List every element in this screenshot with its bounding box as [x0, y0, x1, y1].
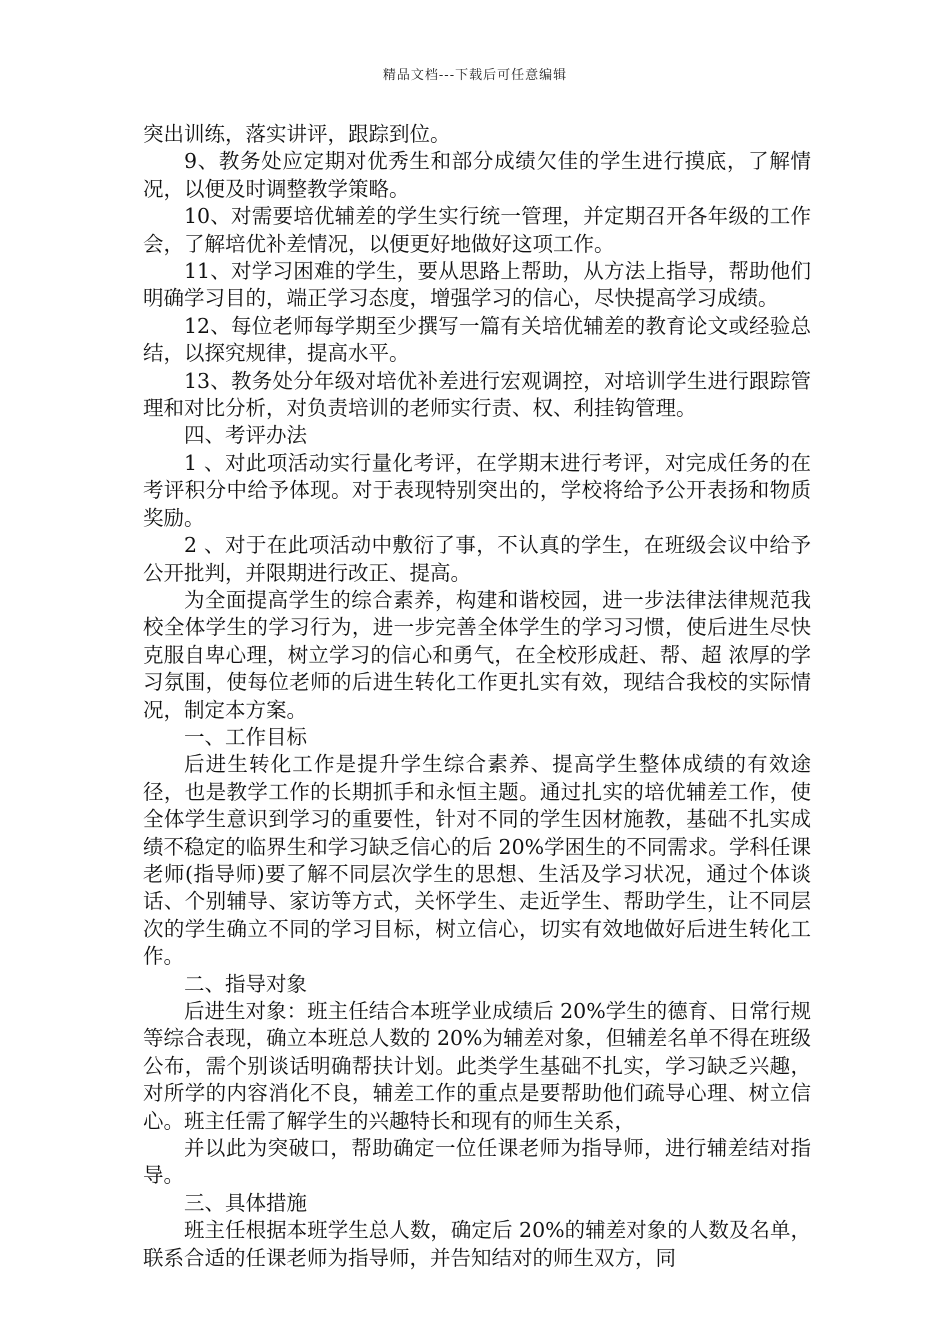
- paragraph: 并以此为突破口，帮助确定一位任课老师为指导师，进行辅差结对指导。: [143, 1136, 811, 1188]
- paragraph: 2 、对于在此项活动中敷衍了事，不认真的学生，在班级会议中给予公开批判，并限期进行改正、提高。: [143, 533, 811, 585]
- section-heading: 三、具体措施: [184, 1190, 307, 1215]
- paragraph: 后进生对象：班主任结合本班学业成绩后 20%学生的德育、日常行规等综合表现，确立本班总人数的 20%为辅差对象，但辅差名单不得在班级公布，需个别谈话明确帮扶计划。此类学生基础不扎实，学习缺乏兴趣，对所学的内容消化不良，辅差工作的重点是要帮助他们疏导心理、树立信心。班主任需了解学生的兴趣特长和现有的师生关系，: [143, 999, 811, 1133]
- section-heading: 二、指导对象: [184, 971, 307, 996]
- paragraph: 后进生转化工作是提升学生综合素养、提高学生整体成绩的有效途径，也是教学工作的长期抓手和永恒主题。通过扎实的培优辅差工作，使全体学生意识到学习的重要性，针对不同的学生因材施教，基础不扎实成绩不稳定的临界生和学习缺乏信心的后 20%学困生的不同需求。学科任课老师(指导师)要了解不同层次学生的思想、生活及学习状况，通过个体谈话、个别辅导、家访等方式，关怀学生、走近学生、帮助学生，让不同层次的学生确立不同的学习目标，树立信心，切实有效地做好后进生转化工作。: [143, 752, 811, 969]
- paragraph: 13、教务处分年级对培优补差进行宏观调控，对培训学生进行跟踪管理和对比分析，对负责培训的老师实行责、权、利挂钩管理。: [143, 368, 811, 421]
- paragraph: 1 、对此项活动实行量化考评，在学期末进行考评，对完成任务的在考评积分中给予体现。对于表现特别突出的，学校将给予公开表扬和物质奖励。: [143, 450, 811, 530]
- paragraph: 12、每位老师每学期至少撰写一篇有关培优辅差的教育论文或经验总结，以探究规律，提高水平。: [143, 313, 811, 366]
- paragraph: 为全面提高学生的综合素养，构建和谐校园，进一步法律法律规范我校全体学生的学习行为，进一步完善全体学生的学习习惯，使后进生尽快克服自卑心理，树立学习的信心和勇气，在全校形成赶、帮、超 浓厚的学习氛围，使每位老师的后进生转化工作更扎实有效，现结合我校的实际情况，制定本方案。: [143, 587, 811, 722]
- section-heading: 一、工作目标: [184, 724, 307, 749]
- document-body: [143, 121, 811, 1272]
- page-header: 精品文档---下载后可任意编辑: [382, 68, 568, 83]
- paragraph: 班主任根据本班学生总人数，确定后 20%的辅差对象的人数及名单，联系合适的任课老师为指导师，并告知结对的师生双方，同: [143, 1218, 811, 1270]
- paragraph: 11、对学习困难的学生，要从思路上帮助，从方法上指导，帮助他们明确学习目的，端正学习态度，增强学习的信心，尽快提高学习成绩。: [143, 259, 811, 311]
- paragraph: 突出训练，落实讲评，跟踪到位。: [143, 122, 451, 146]
- paragraph: 9、教务处应定期对优秀生和部分成绩欠佳的学生进行摸底，了解情况，以便及时调整教学策略。: [143, 149, 811, 201]
- section-heading: 四、考评办法: [184, 423, 307, 448]
- paragraph: 10、对需要培优辅差的学生实行统一管理，并定期召开各年级的工作会，了解培优补差情况，以便更好地做好这项工作。: [143, 204, 811, 256]
